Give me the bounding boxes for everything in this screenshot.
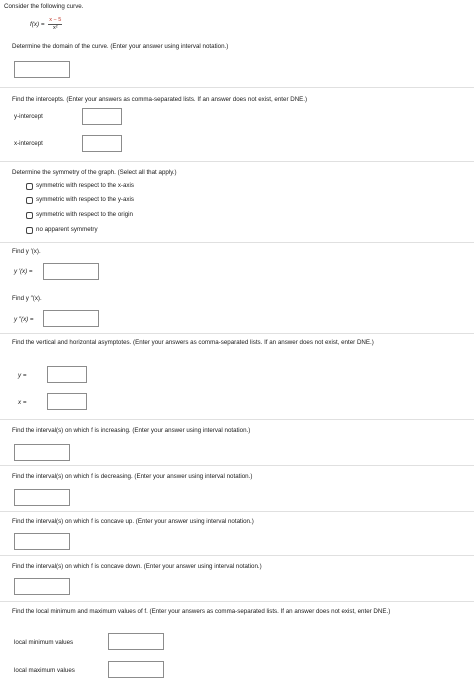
first-derivative-input[interactable] [43, 263, 99, 280]
concave-up-interval-input[interactable] [14, 533, 70, 550]
x-intercept-input[interactable] [82, 135, 122, 152]
domain-prompt: Determine the domain of the curve. (Enter your answer using interval notation.) [12, 43, 229, 50]
section-divider [0, 419, 474, 420]
vertical-asymptote-input[interactable] [47, 393, 87, 410]
horizontal-asymptote-input[interactable] [47, 366, 87, 383]
section-divider [0, 87, 474, 88]
first-derivative-prompt: Find y ′(x). [12, 248, 41, 255]
function-lhs: f(x) = [30, 21, 45, 29]
symmetry-y-axis-checkbox[interactable] [26, 197, 33, 204]
section-divider [0, 601, 474, 602]
y-intercept-label: y-intercept [14, 113, 43, 120]
local-maximum-input[interactable] [108, 661, 164, 678]
symmetry-prompt: Determine the symmetry of the graph. (Select all that apply.) [12, 169, 177, 176]
increasing-prompt: Find the interval(s) on which f is increasing. (Enter your answer using interval notation.) [12, 427, 251, 434]
extrema-prompt: Find the local minimum and maximum values of f. (Enter your answers as comma-separated lists. If an answer does not exist, enter DNE.) [12, 608, 391, 615]
concave-up-prompt: Find the interval(s) on which f is concave up. (Enter your answer using interval notation.) [12, 518, 254, 525]
section-divider [0, 161, 474, 162]
no-symmetry-label[interactable]: no apparent symmetry [36, 226, 98, 233]
second-derivative-input[interactable] [43, 310, 99, 327]
section-divider [0, 242, 474, 243]
increasing-interval-input[interactable] [14, 444, 70, 461]
section-divider [0, 333, 474, 334]
vertical-asymptote-label: x = [18, 399, 27, 406]
section-divider [0, 465, 474, 466]
section-divider [0, 511, 474, 512]
local-minimum-input[interactable] [108, 633, 164, 650]
function-numerator: x − 5 [49, 17, 62, 23]
concave-down-interval-input[interactable] [14, 578, 70, 595]
second-derivative-prompt: Find y ″(x). [12, 295, 42, 302]
concave-down-prompt: Find the interval(s) on which f is concave down. (Enter your answer using interval notation.) [12, 563, 262, 570]
y-intercept-input[interactable] [82, 108, 122, 125]
symmetry-y-axis-label[interactable]: symmetric with respect to the y-axis [36, 196, 134, 203]
domain-answer-input[interactable] [14, 61, 70, 78]
intercepts-prompt: Find the intercepts. (Enter your answers as comma-separated lists. If an answer does not exist, enter DNE.) [12, 96, 308, 103]
decreasing-prompt: Find the interval(s) on which f is decreasing. (Enter your answer using interval notation.) [12, 473, 253, 480]
first-derivative-label: y ′(x) = [14, 268, 33, 275]
function-denominator: x² [53, 25, 58, 31]
function-definition [30, 17, 62, 32]
function-fraction [48, 17, 62, 32]
no-symmetry-checkbox[interactable] [26, 227, 33, 234]
symmetry-origin-label[interactable]: symmetric with respect to the origin [36, 211, 133, 218]
local-maximum-label: local maximum values [14, 667, 75, 674]
symmetry-x-axis-checkbox[interactable] [26, 183, 33, 190]
intro-text: Consider the following curve. [4, 3, 84, 10]
decreasing-interval-input[interactable] [14, 489, 70, 506]
second-derivative-label: y ″(x) = [14, 316, 34, 323]
asymptotes-prompt: Find the vertical and horizontal asymptotes. (Enter your answers as comma-separated lists. If an answer does not exist, enter DNE.) [12, 339, 374, 346]
local-minimum-label: local minimum values [14, 639, 74, 646]
symmetry-x-axis-label[interactable]: symmetric with respect to the x-axis [36, 182, 134, 189]
symmetry-origin-checkbox[interactable] [26, 212, 33, 219]
section-divider [0, 555, 474, 556]
x-intercept-label: x-intercept [14, 140, 43, 147]
horizontal-asymptote-label: y = [18, 372, 27, 379]
